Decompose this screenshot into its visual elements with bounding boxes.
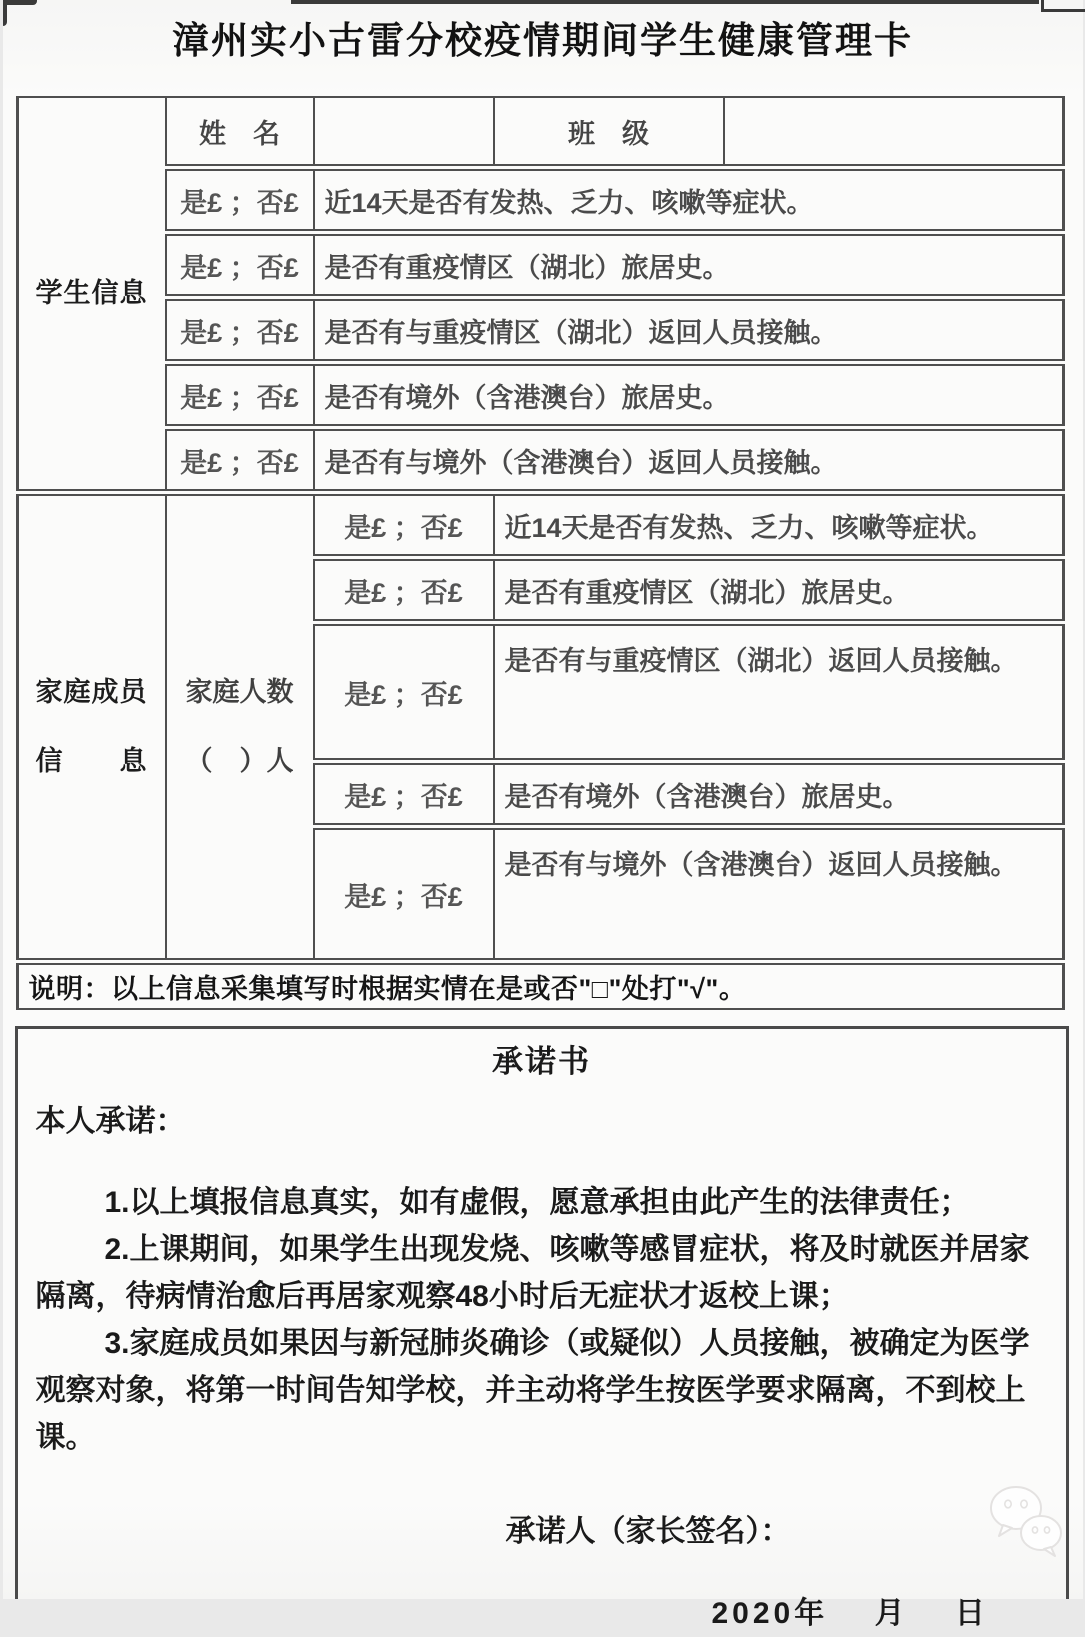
yes-no-checkbox-cell[interactable]: 是£ ；否£ [165, 429, 313, 491]
date-line: 2020年 月 日 [36, 1590, 1048, 1637]
photo-artifact-top-line [291, 0, 1039, 4]
scanned-document-page [3, 0, 1083, 1599]
yes-no-checkbox-cell[interactable]: 是£ ；否£ [313, 763, 493, 825]
fill-instruction-note: 说明：以上信息采集填写时根据实情在是或否"□"处打"√"。 [16, 963, 1065, 1010]
pledge-item-3: 3.家庭成员如果因与新冠肺炎确诊（或疑似）人员接触，被确定为医学观察对象，将第一时间告知学校，并主动将学生按医学要求隔离，不到校上课。 [36, 1320, 1048, 1461]
class-label: 班 级 [493, 96, 723, 166]
table-row [16, 299, 1065, 361]
pledge-title: 承诺书 [36, 1041, 1048, 1083]
pledge-item-2: 2.上课期间，如果学生出现发烧、咳嗽等感冒症状，将及时就医并居家隔离，待病情治愈后再居家观察48小时后无症状才返校上课； [36, 1226, 1048, 1320]
yes-no-checkbox-cell[interactable]: 是£ ；否£ [165, 299, 313, 361]
yes-no-checkbox-cell[interactable]: 是£ ；否£ [313, 624, 493, 760]
table-row [16, 169, 1065, 231]
table-row-note [16, 963, 1065, 1010]
table-row [16, 364, 1065, 426]
question-cell: 是否有重疫情区（湖北）旅居史。 [493, 559, 1065, 621]
student-section-label: 学生信息 [16, 96, 165, 491]
family-count-line2: （ ）人 [186, 746, 294, 776]
question-cell: 近14天是否有发热、乏力、咳嗽等症状。 [313, 169, 1065, 231]
page-title: 漳州实小古雷分校疫情期间学生健康管理卡 [3, 10, 1083, 64]
family-section-label-line1: 家庭成员 [36, 677, 148, 707]
question-cell: 是否有境外（含港澳台）旅居史。 [493, 763, 1065, 825]
table-row [16, 429, 1065, 491]
name-label: 姓 名 [165, 96, 313, 166]
health-form-table [16, 93, 1065, 1013]
table-row [16, 234, 1065, 296]
table-row-header [16, 96, 1065, 166]
question-cell: 是否有境外（含港澳台）旅居史。 [313, 364, 1065, 426]
question-cell: 近14天是否有发热、乏力、咳嗽等症状。 [493, 494, 1065, 556]
yes-no-checkbox-cell[interactable]: 是£ ；否£ [313, 494, 493, 556]
question-cell: 是否有与境外（含港澳台）返回人员接触。 [493, 828, 1065, 960]
yes-no-checkbox-cell[interactable]: 是£ ；否£ [313, 828, 493, 960]
yes-no-checkbox-cell[interactable]: 是£ ；否£ [165, 364, 313, 426]
name-value-cell[interactable] [313, 96, 493, 166]
pledge-intro: 本人承诺： [36, 1099, 1048, 1144]
question-cell: 是否有与重疫情区（湖北）返回人员接触。 [313, 299, 1065, 361]
question-cell: 是否有与重疫情区（湖北）返回人员接触。 [493, 624, 1065, 760]
family-count-line1: 家庭人数 [186, 677, 294, 707]
wechat-watermark-icon [985, 1478, 1069, 1564]
question-cell: 是否有与境外（含港澳台）返回人员接触。 [313, 429, 1065, 491]
photo-artifact-top-left [3, 0, 37, 5]
yes-no-checkbox-cell[interactable]: 是£ ；否£ [165, 169, 313, 231]
yes-no-checkbox-cell[interactable]: 是£ ；否£ [313, 559, 493, 621]
yes-no-checkbox-cell[interactable]: 是£ ；否£ [165, 234, 313, 296]
family-section-label [16, 494, 165, 960]
family-section-label-line2: 信 息 [36, 746, 148, 776]
signer-signature-label: 承诺人（家长签名）： [36, 1508, 1048, 1555]
pledge-section [15, 1026, 1069, 1599]
class-value-cell[interactable] [723, 96, 1065, 166]
question-cell: 是否有重疫情区（湖北）旅居史。 [313, 234, 1065, 296]
family-count-cell[interactable] [165, 494, 313, 960]
pledge-item-1: 1.以上填报信息真实，如有虚假，愿意承担由此产生的法律责任； [36, 1179, 1048, 1226]
table-row [16, 494, 1065, 556]
